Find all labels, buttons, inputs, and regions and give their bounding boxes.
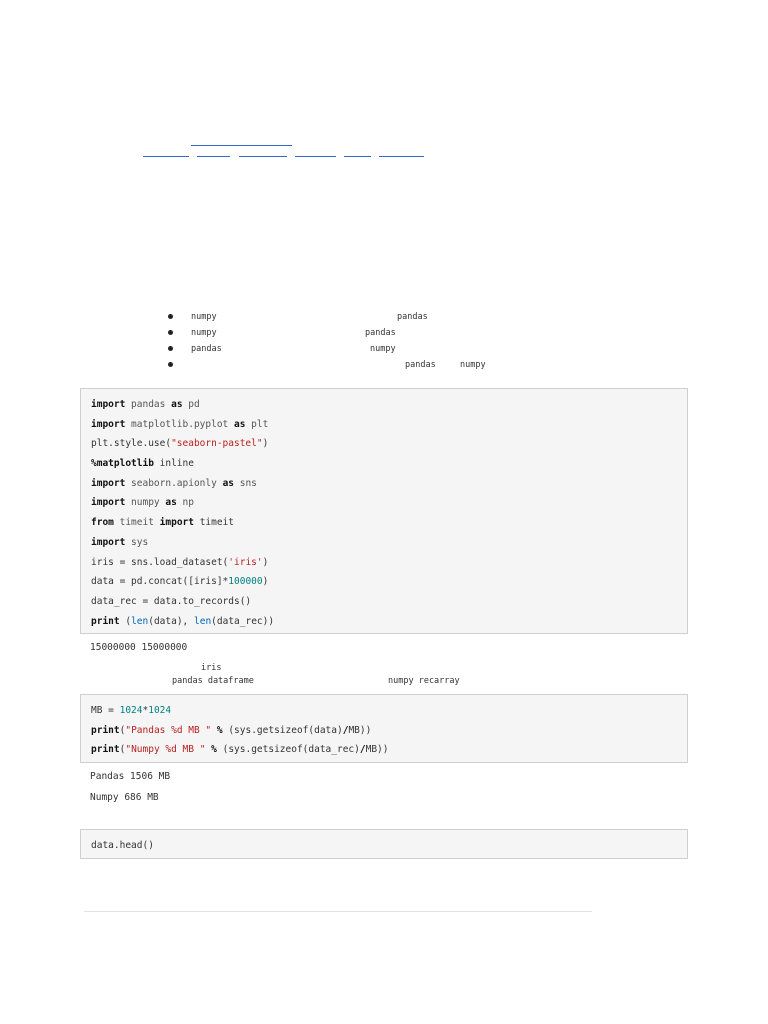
link-underline-1[interactable] <box>143 156 189 157</box>
code-cell-imports[interactable] <box>80 388 688 634</box>
code-line: print (len(data), len(data_rec)) <box>91 615 275 627</box>
list-item-term: numpy <box>370 344 396 354</box>
bullet-icon <box>168 362 173 367</box>
bullet-icon <box>168 346 173 351</box>
link-underline-6[interactable] <box>379 156 424 157</box>
code-line: data_rec = data.to_records() <box>91 595 252 607</box>
code-line: import pandas as pd <box>91 399 200 410</box>
link-underline-3[interactable] <box>239 156 287 157</box>
link-underline-2[interactable] <box>197 156 230 157</box>
code-line: data = pd.concat([iris]*100000) <box>91 576 269 588</box>
code-line: iris = sns.load_dataset('iris') <box>91 556 269 568</box>
caption-pandas: pandas dataframe <box>172 676 254 686</box>
list-item-term: numpy <box>191 328 217 338</box>
code-line: import seaborn.apionly as sns <box>91 477 257 489</box>
code-line: %matplotlib inline <box>91 458 194 470</box>
code-line: print("Numpy %d MB " % (sys.getsizeof(data_rec)/MB)) <box>91 744 389 756</box>
list-item <box>168 342 688 358</box>
list-item-term: numpy <box>460 360 486 370</box>
list-item-term: pandas <box>397 312 428 322</box>
list-item-term: pandas <box>365 328 396 338</box>
link-underline-4[interactable] <box>295 156 336 157</box>
divider <box>84 911 592 912</box>
list-item <box>168 358 688 374</box>
link-underline-5[interactable] <box>344 156 371 157</box>
link-underline-title[interactable] <box>191 145 292 146</box>
bullet-list <box>168 310 688 374</box>
code-line: data.head() <box>91 840 154 851</box>
code-line: plt.style.use("seaborn-pastel") <box>91 438 269 450</box>
code-line: import matplotlib.pyplot as plt <box>91 418 269 430</box>
cell-output: Numpy 686 MB <box>90 792 159 803</box>
code-line: print("Pandas %d MB " % (sys.getsizeof(data)/MB)) <box>91 724 372 736</box>
code-cell-head[interactable] <box>80 829 688 859</box>
caption-iris: iris <box>201 663 222 673</box>
code-cell-memory[interactable] <box>80 694 688 763</box>
list-item-term: pandas <box>191 344 222 354</box>
code-line: import numpy as np <box>91 497 194 509</box>
list-item-term: numpy <box>191 312 217 322</box>
code-line: import sys <box>91 536 149 548</box>
code-line: from timeit import timeit <box>91 517 235 529</box>
list-item <box>168 326 688 342</box>
list-item-term: pandas <box>405 360 436 370</box>
bullet-icon <box>168 314 173 319</box>
code-line: MB = 1024*1024 <box>91 705 172 716</box>
cell-output: 15000000 15000000 <box>90 642 188 653</box>
cell-output: Pandas 1506 MB <box>90 771 171 782</box>
caption-numpy: numpy recarray <box>388 676 460 686</box>
bullet-icon <box>168 330 173 335</box>
list-item <box>168 310 688 326</box>
